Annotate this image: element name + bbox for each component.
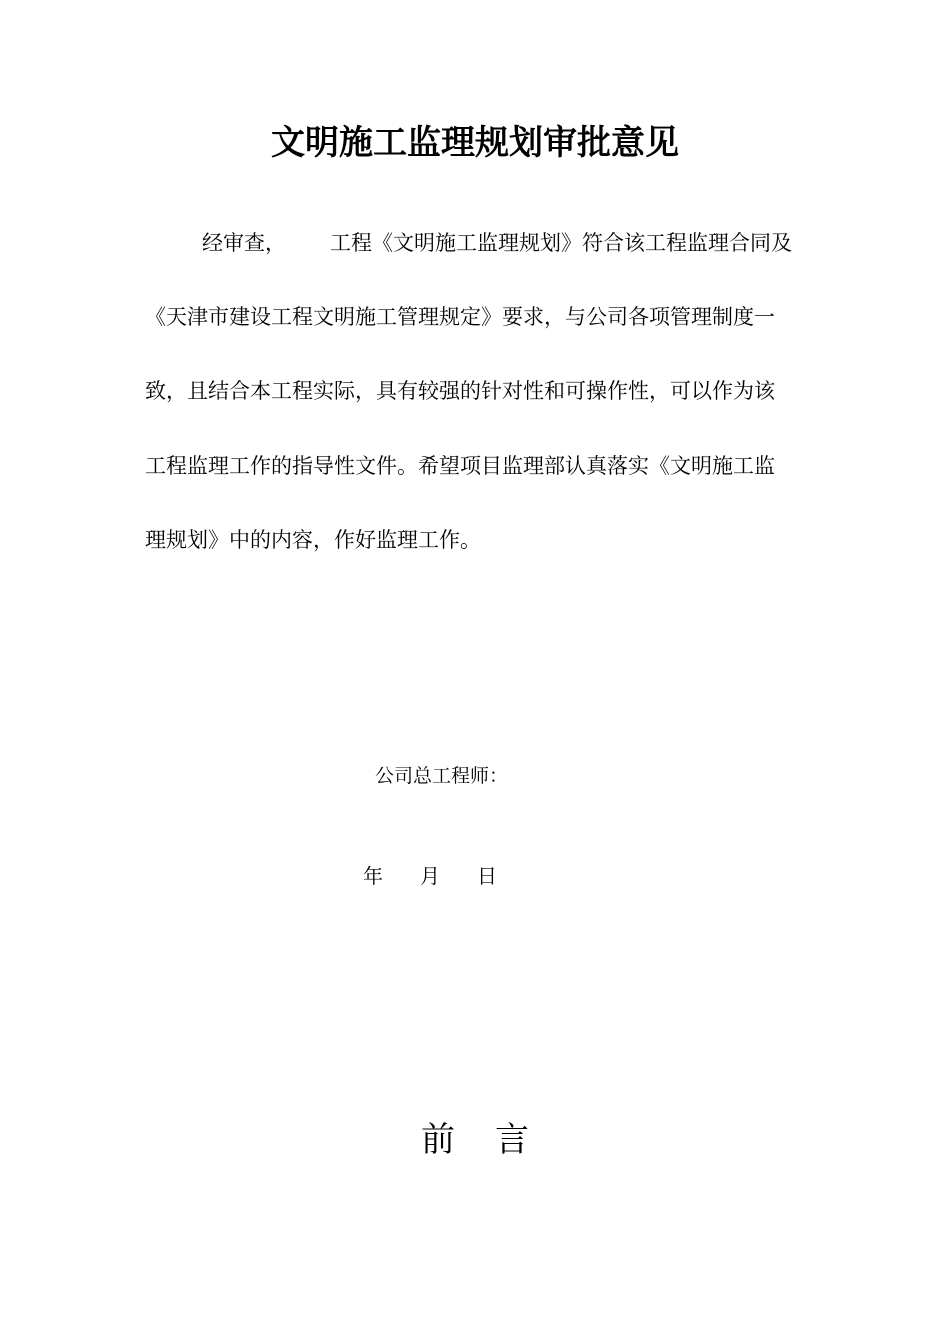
preface-char-2: 言: [495, 1120, 529, 1160]
body-line-1: [202, 228, 792, 258]
body-line-3: 致，且结合本工程实际，具有较强的针对性和可操作性，可以作为该: [145, 379, 775, 403]
date-year: 年: [363, 864, 383, 888]
body-line-1b: 工程《文明施工监理规划》符合该工程监理合同及: [330, 231, 792, 255]
body-line-1a: 经审查，: [202, 231, 286, 255]
signer-label: 公司总工程师：: [375, 765, 509, 787]
date-line: [363, 862, 497, 890]
date-month: 月: [420, 864, 440, 888]
date-day: 日: [477, 864, 497, 888]
body-line-4: 工程监理工作的指导性文件。希望项目监理部认真落实《文明施工监: [145, 454, 775, 478]
page-title: 文明施工监理规划审批意见: [271, 123, 679, 163]
body-line-2: 《天津市建设工程文明施工管理规定》要求，与公司各项管理制度一: [145, 305, 775, 329]
section-heading-preface: [0, 1117, 950, 1163]
body-line-5: 理规划》中的内容，作好监理工作。: [145, 528, 481, 552]
preface-char-1: 前: [421, 1120, 455, 1160]
